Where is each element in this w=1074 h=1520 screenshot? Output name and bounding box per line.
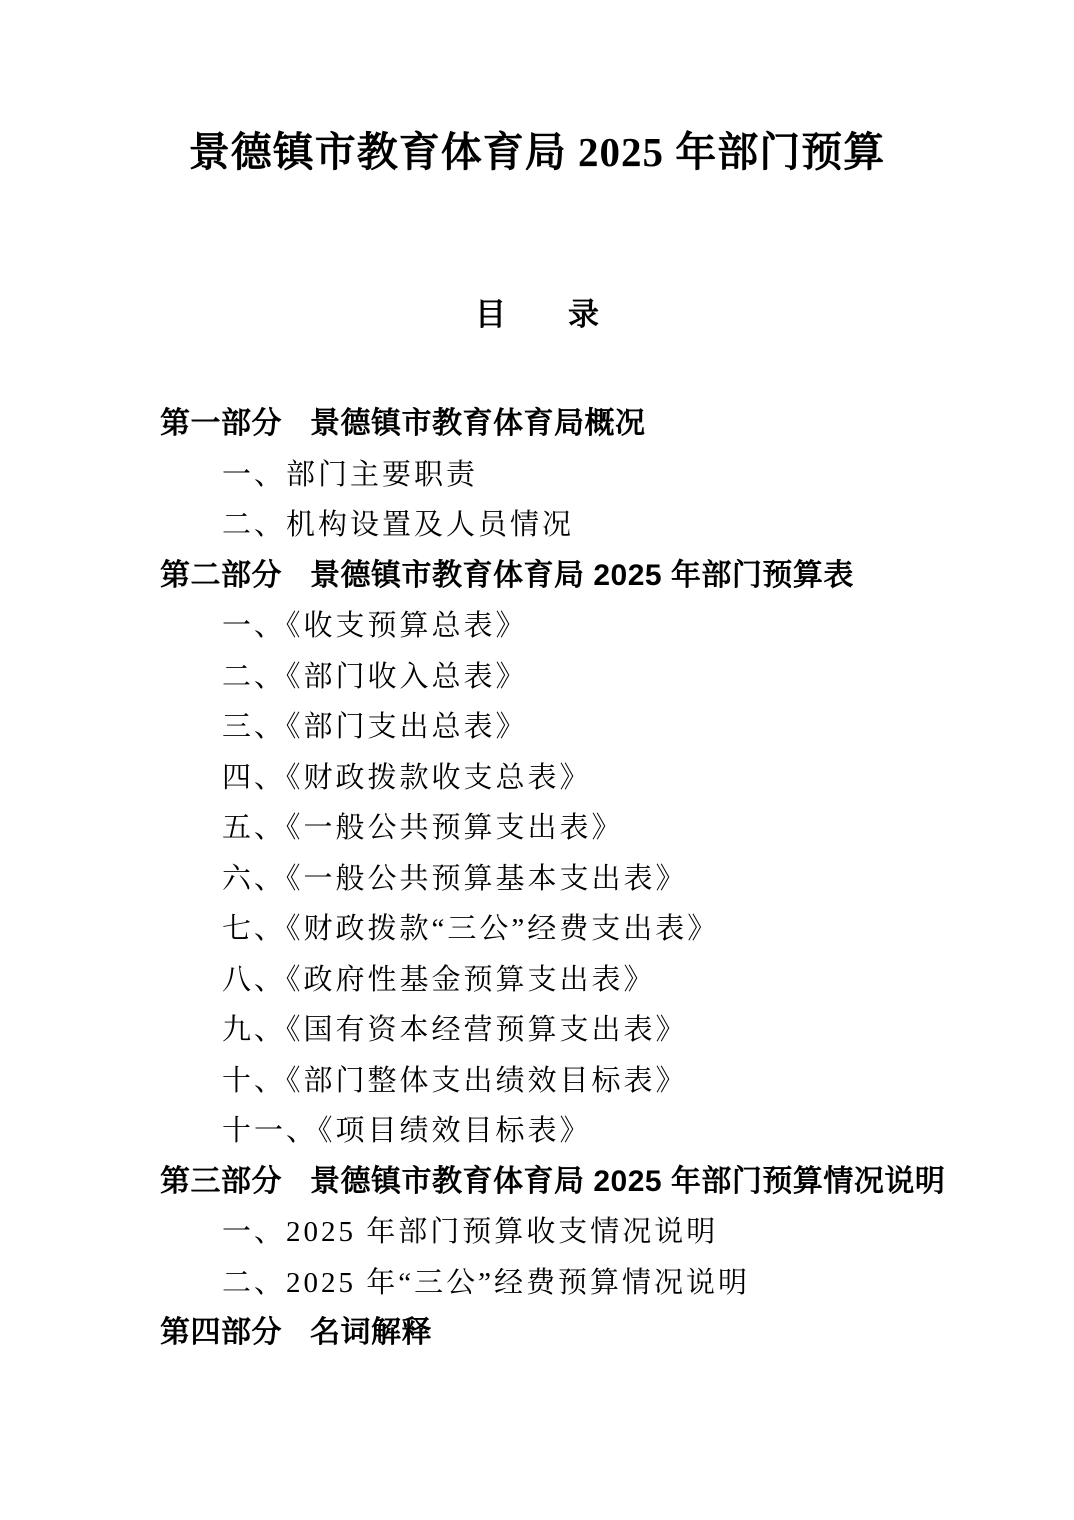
toc-section-label: 第二部分 (160, 558, 282, 592)
toc-section-part-1 (0, 399, 1074, 450)
toc-item: 十一、《项目绩效目标表》 (222, 1115, 592, 1147)
toc-item: 五、《一般公共预算支出表》 (222, 812, 624, 844)
toc-item: 八、《政府性基金预算支出表》 (222, 963, 656, 996)
toc-item: 六、《一般公共预算基本支出表》 (222, 862, 688, 895)
toc-item: 十、《部门整体支出绩效目标表》 (222, 1064, 688, 1097)
toc-section-label: 第三部分 (160, 1164, 282, 1198)
table-of-contents (0, 399, 1074, 1359)
toc-item: 四、《财政拨款收支总表》 (222, 761, 592, 794)
toc-item: 二、2025 年“三公”经费预算情况说明 (222, 1266, 750, 1299)
toc-section-label: 第四部分 (160, 1316, 282, 1349)
toc-section-part-3 (0, 1157, 1074, 1208)
toc-item: 二、《部门收入总表》 (222, 660, 528, 693)
toc-section-title: 景德镇市教育体育局概况 (310, 407, 646, 440)
toc-section-part-4 (0, 1308, 1074, 1359)
toc-item: 一、部门主要职责 (222, 458, 479, 491)
toc-item: 七、《财政拨款“三公”经费支出表》 (222, 913, 720, 945)
toc-heading: 目 录 (475, 297, 599, 332)
toc-section-title: 景德镇市教育体育局 2025 年部门预算情况说明 (310, 1164, 946, 1198)
toc-item: 一、《收支预算总表》 (222, 610, 528, 642)
toc-section-part-2 (0, 551, 1074, 602)
toc-item: 一、2025 年部门预算收支情况说明 (222, 1216, 719, 1248)
toc-item: 三、《部门支出总表》 (222, 711, 528, 743)
toc-item: 九、《国有资本经营预算支出表》 (222, 1014, 688, 1046)
toc-section-title: 景德镇市教育体育局 2025 年部门预算表 (310, 558, 854, 592)
toc-section-label: 第一部分 (160, 407, 282, 440)
toc-item: 二、机构设置及人员情况 (222, 509, 575, 541)
toc-section-title: 名词解释 (310, 1316, 432, 1349)
document-title: 景德镇市教育体育局 2025 年部门预算 (188, 129, 886, 175)
